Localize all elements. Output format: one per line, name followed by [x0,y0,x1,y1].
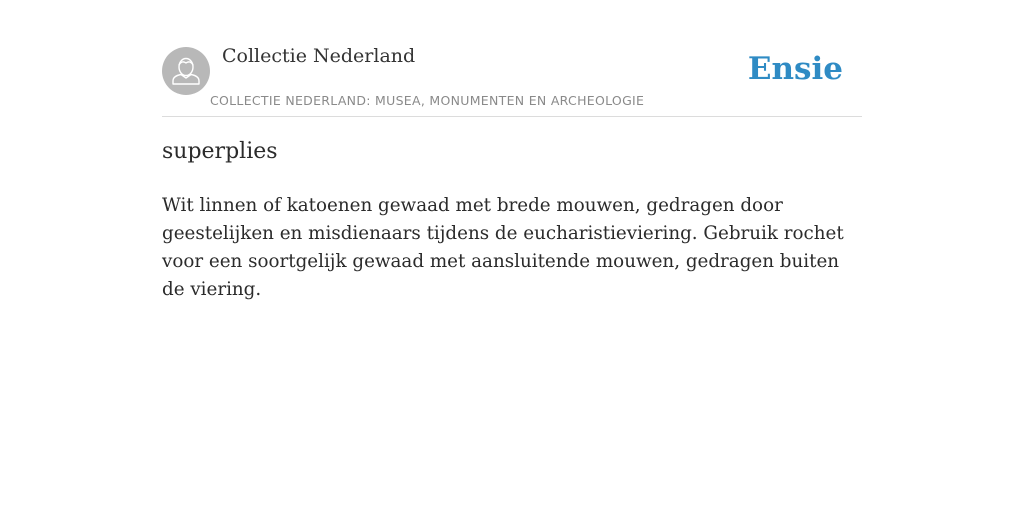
entry-definition: Wit linnen of katoenen gewaad met brede mouwen, gedragen door geestelijken en misdienaars tijdens de eucharistieviering. Gebruik rochet voor een soortgelijk gewaad met aansluitende mouwen, gedragen buiten de viering. [162,195,844,300]
user-icon [162,47,210,95]
author-name[interactable]: Collectie Nederland [222,45,416,67]
author-avatar[interactable] [162,47,210,95]
entry-header [162,0,862,117]
entry-card [162,0,862,300]
source-label[interactable]: COLLECTIE NEDERLAND: MUSEA, MONUMENTEN EN ARCHEOLOGIE [210,93,645,108]
entry-term: superplies [162,139,278,164]
ensie-logo[interactable]: Ensie [747,51,843,87]
